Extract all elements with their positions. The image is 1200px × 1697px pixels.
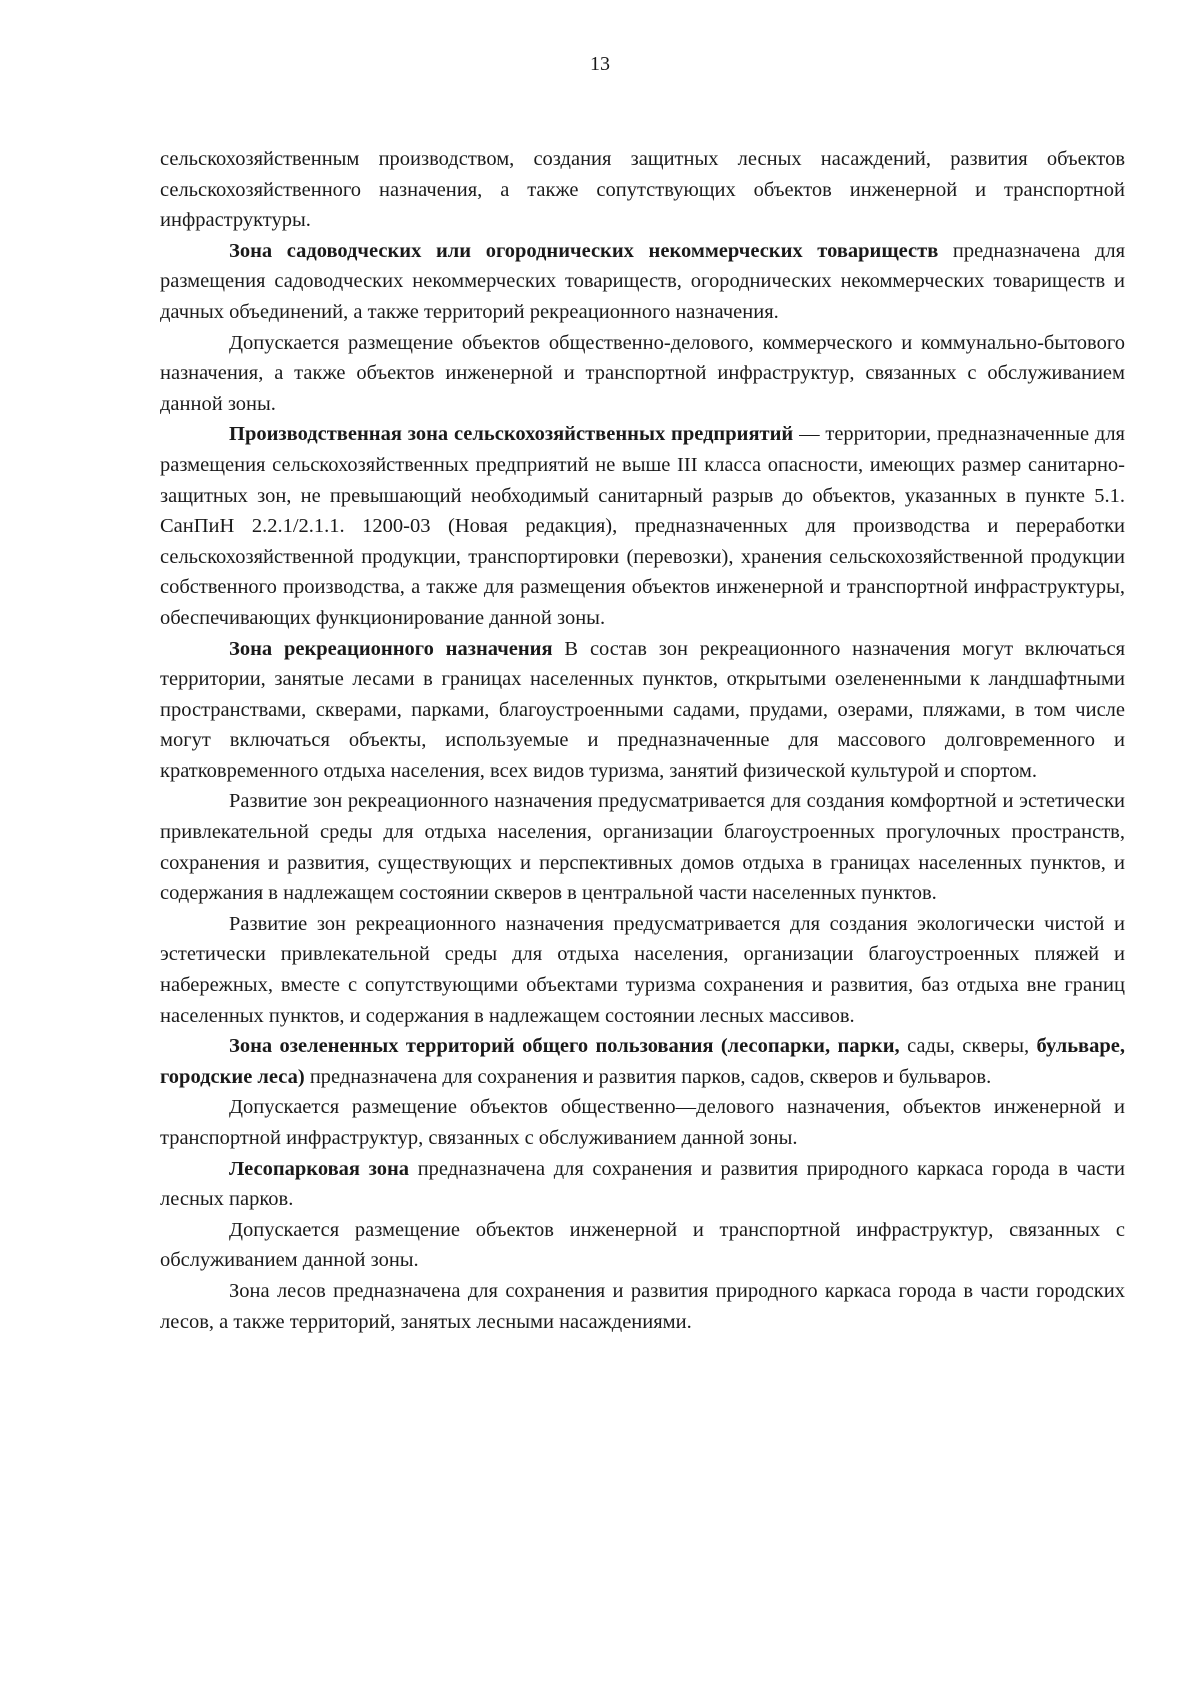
paragraph-garden-zone	[160, 236, 1125, 328]
paragraph-text: предназначена для размещения садоводческих некоммерческих товариществ, огороднических некоммерческих товариществ и дачных объединений, а также территорий рекреационного назначения.	[160, 239, 1126, 323]
paragraph-9	[160, 1092, 1125, 1153]
paragraph-forest-park-zone	[160, 1154, 1125, 1215]
paragraph-11	[160, 1215, 1125, 1276]
paragraph-text: Допускается размещение объектов общественно-делового, коммерческого и коммунально-бытового назначения, а также объектов инженерной и транспортной инфраструктур, связанных с обслуживанием данной зоны.	[160, 331, 1125, 415]
paragraph-text: предназначена для сохранения и развития природного каркаса города в части лесных парков.	[160, 1157, 1125, 1211]
paragraph-7	[160, 909, 1125, 1031]
term-green-zone-continued: бульваре, городские леса)	[160, 1035, 1125, 1088]
paragraph-3	[160, 328, 1125, 420]
paragraph-text: Допускается размещение объектов инженерной и транспортной инфраструктур, связанных с обслуживанием данной зоны.	[160, 1218, 1125, 1272]
paragraph-text-mid: сады, скверы,	[899, 1035, 1037, 1058]
paragraph-6	[160, 786, 1125, 908]
paragraph-recreation-zone	[160, 634, 1125, 787]
paragraph-1	[160, 144, 1125, 236]
paragraph-text: — территории, предназначенные для размещения сельскохозяйственных предприятий не выше III класса опасности, имеющих размер санитарно-защитных зон, не превышающий необходимый санитарный разрыв до объектов, указанных в пункте 5.1. СанПиН 2.2.1/2.1.1. 1200-03 (Новая редакция), предназначенных для производства и переработки сельскохозяйственной продукции, транспортировки (перевозки), хранения сельскохозяйственной продукции собственного производства, а также для размещения объектов инженерной и транспортной инфраструктуры, обеспечивающих функционирование данной зоны.	[160, 423, 1125, 629]
paragraph-text: Развитие зон рекреационного назначения предусматривается для создания комфортной и эстетически привлекательной среды для отдыха населения, организации благоустроенных прогулочных пространств, сохранения и развития, существующих и перспективных домов отдыха в границах населенных пунктов, и содержания в надлежащем состоянии скверов в центральной части населенных пунктов.	[160, 790, 1125, 905]
term-green-zone: Зона озелененных территорий общего пользования (лесопарки, парки,	[229, 1035, 900, 1058]
paragraph-text: Зона лесов предназначена для сохранения и развития природного каркаса города в части городских лесов, а также территорий, занятых лесными насаждениями.	[160, 1279, 1125, 1333]
paragraph-text: предназначена для сохранения и развития парков, садов, скверов и бульваров.	[304, 1065, 992, 1088]
paragraph-12	[160, 1276, 1125, 1337]
document-body	[160, 144, 1125, 1337]
paragraph-text: Допускается размещение объектов общественно—делового назначения, объектов инженерной и транспортной инфраструктур, связанных с обслуживанием данной зоны.	[160, 1096, 1125, 1149]
term-recreation-zone: Зона рекреационного назначения	[229, 637, 553, 660]
paragraph-text: В состав зон рекреационного назначения могут включаться территории, занятые лесами в границах населенных пунктов, открытыми озелененными к ландшафтными пространствами, скверами, парками, благоустроенными садами, прудами, озерами, пляжами, в том числе могут включаться объекты, используемые и предназначенные для массового долговременного и кратковременного отдыха населения, всех видов туризма, занятий физической культурой и спортом.	[160, 637, 1125, 782]
paragraph-production-zone	[160, 419, 1125, 633]
paragraph-text: сельскохозяйственным производством, создания защитных лесных насаждений, развития объектов сельскохозяйственного назначения, а также сопутствующих объектов инженерной и транспортной инфраструктуры.	[160, 148, 1125, 232]
term-garden-zone: Зона садоводческих или огороднических некоммерческих товариществ	[229, 239, 939, 262]
term-forest-park-zone: Лесопарковая зона	[229, 1157, 410, 1180]
paragraph-green-zone	[160, 1031, 1125, 1092]
term-production-zone: Производственная зона сельскохозяйственных предприятий	[229, 423, 794, 446]
paragraph-text: Развитие зон рекреационного назначения предусматривается для создания экологически чистой и эстетически привлекательной среды для отдыха населения, организации благоустроенных пляжей и набережных, вместе с сопутствующими объектами туризма сохранения и развития, баз отдыха вне границ населенных пунктов, и содержания в надлежащем состоянии лесных массивов.	[160, 912, 1125, 1027]
page-number: 13	[590, 53, 610, 75]
